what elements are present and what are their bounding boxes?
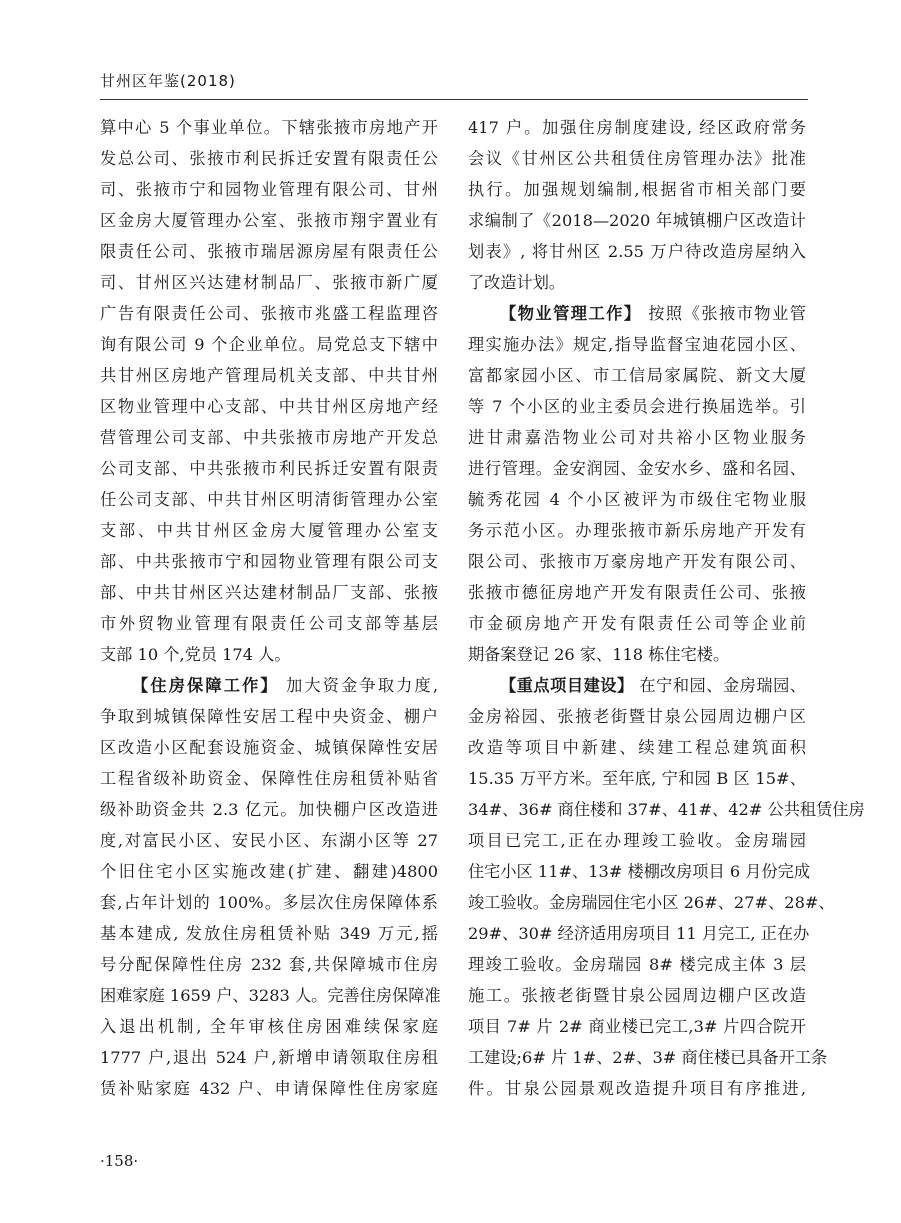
- text-line: [468, 608, 806, 639]
- text-line: [100, 360, 438, 391]
- line-text: 项目 7# 片 2# 商业楼已完工,3# 片四合院开: [468, 1017, 806, 1036]
- section-heading: 【住房保障工作】: [132, 676, 279, 695]
- line-text: 件。甘泉公园景观改造提升项目有序推进,: [468, 1079, 806, 1098]
- text-line: [468, 825, 806, 856]
- text-line: [468, 763, 806, 794]
- line-text: 期备案登记 26 家、118 栋住宅楼。: [468, 645, 730, 664]
- line-text: 询有限公司 9 个企业单位。局党总支下辖中: [100, 335, 438, 354]
- text-line: [468, 453, 806, 484]
- right-text-column: [468, 112, 865, 1104]
- text-line: [468, 391, 806, 422]
- text-line: [100, 670, 438, 701]
- line-text: 级补助资金共 2.3 亿元。加快棚户区改造进: [100, 800, 438, 819]
- line-text: 1777 户,退出 524 户,新增申请领取住房租: [100, 1048, 438, 1067]
- text-line: [100, 236, 438, 267]
- line-text: 号分配保障性住房 232 套,共保障城市住房: [100, 955, 438, 974]
- line-text: 工程省级补助资金、保障性住房租赁补贴省: [100, 769, 438, 788]
- text-line: [468, 267, 806, 298]
- text-line: [100, 298, 438, 329]
- text-line: [468, 856, 811, 887]
- text-line: [100, 608, 438, 639]
- line-text: 富都家园小区、市工信局家属院、新文大厦: [468, 366, 806, 385]
- text-line: [100, 515, 438, 546]
- text-line: [100, 484, 438, 515]
- line-text: 营管理公司支部、中共张掖市房地产开发总: [100, 428, 438, 447]
- text-line: [468, 298, 806, 329]
- header-rule: [100, 99, 808, 100]
- line-text: 赁补贴家庭 432 户、申请保障性住房家庭: [100, 1079, 438, 1098]
- text-line: [468, 484, 806, 515]
- line-text: 划表》, 将甘州区 2.55 万户待改造房屋纳入: [468, 242, 806, 261]
- text-line: [468, 143, 806, 174]
- line-text: 区物业管理中心支部、中共甘州区房地产经: [100, 397, 438, 416]
- line-text: 进行管理。金安润园、金安水乡、盛和名园、: [468, 459, 806, 478]
- line-text: 务示范小区。办理张掖市新乐房地产开发有: [468, 521, 806, 540]
- line-text: 理实施办法》规定,指导监督宝迪花园小区、: [468, 335, 806, 354]
- text-line: [100, 267, 438, 298]
- line-text: 公司支部、中共张掖市利民拆迁安置有限责: [100, 459, 438, 478]
- running-header-title: 甘州区年鉴(2018): [100, 72, 236, 90]
- text-line: [468, 174, 806, 205]
- text-line: [468, 515, 806, 546]
- line-text: 限公司、张掖市万豪房地产开发有限公司、: [468, 552, 806, 571]
- line-text: 套,占年计划的 100%。多层次住房保障体系: [100, 893, 438, 912]
- line-text: 任公司支部、中共甘州区明清街管理办公室: [100, 490, 438, 509]
- line-text: 市外贸物业管理有限责任公司支部等基层: [100, 614, 438, 633]
- text-line: [100, 887, 438, 918]
- line-text: 度,对富民小区、安民小区、东湖小区等 27: [100, 831, 438, 850]
- text-line: [468, 1073, 806, 1104]
- text-line: [468, 918, 810, 949]
- text-line: [100, 1073, 438, 1104]
- text-line: [468, 546, 806, 577]
- text-line: [100, 143, 438, 174]
- left-text-column: [100, 112, 441, 1104]
- text-line: [100, 1042, 438, 1073]
- text-line: [100, 329, 438, 360]
- line-text: 会议《甘州区公共租赁住房管理办法》批准: [468, 149, 806, 168]
- text-line: [100, 639, 438, 670]
- text-line: [468, 360, 806, 391]
- text-line: [468, 949, 806, 980]
- line-text: 进甘肃嘉浩物业公司对共裕小区物业服务: [468, 428, 806, 447]
- line-text: 417 户。加强住房制度建设, 经区政府常务: [468, 118, 806, 137]
- text-line: [468, 236, 806, 267]
- text-line: [468, 639, 806, 670]
- line-text: 工建设;6# 片 1#、2#、3# 商住楼已具备开工条: [468, 1048, 828, 1067]
- text-line: [100, 453, 438, 484]
- line-text: 个旧住宅小区实施改建(扩建、翻建)4800: [100, 862, 438, 881]
- page-number: ·158·: [100, 1152, 139, 1170]
- text-line: [468, 701, 806, 732]
- text-line: [100, 174, 438, 205]
- line-text: 按照《张掖市物业管: [641, 304, 806, 323]
- line-text: 毓秀花园 4 个小区被评为市级住宅物业服: [468, 490, 806, 509]
- text-line: [100, 732, 438, 763]
- text-line: [468, 887, 835, 918]
- line-text: 限责任公司、张掖市瑞居源房屋有限责任公: [100, 242, 438, 261]
- line-text: 理竣工验收。金房瑞园 8# 楼完成主体 3 层: [468, 955, 806, 974]
- line-text: 部、中共甘州区兴达建材制品厂支部、张掖: [100, 583, 438, 602]
- text-line: [100, 980, 441, 1011]
- text-line: [100, 825, 438, 856]
- text-line: [468, 980, 806, 1011]
- text-line: [100, 422, 438, 453]
- text-line: [468, 577, 806, 608]
- line-text: 张掖市德征房地产开发有限责任公司、张掖: [468, 583, 806, 602]
- line-text: 15.35 万平方米。至年底, 宁和园 B 区 15#、: [468, 769, 806, 788]
- line-text: 市金硕房地产开发有限责任公司等企业前: [468, 614, 806, 633]
- line-text: 项目已完工,正在办理竣工验收。金房瑞园: [468, 831, 806, 850]
- text-line: [468, 670, 806, 701]
- text-line: [100, 949, 438, 980]
- text-line: [100, 856, 438, 887]
- line-text: 广告有限责任公司、张掖市兆盛工程监理咨: [100, 304, 438, 323]
- text-line: [100, 763, 438, 794]
- line-text: 基本建成, 发放住房租赁补贴 349 万元,摇: [100, 924, 438, 943]
- line-text: 29#、30# 经济适用房项目 11 月完工, 正在办: [468, 924, 810, 943]
- text-line: [100, 391, 438, 422]
- line-text: 困难家庭 1659 户、3283 人。完善住房保障准: [100, 986, 441, 1005]
- line-text: 区改造小区配套设施资金、城镇保障性安居: [100, 738, 438, 757]
- text-line: [468, 732, 806, 763]
- line-text: 等 7 个小区的业主委员会进行换届选举。引: [468, 397, 806, 416]
- line-text: 司、张掖市宁和园物业管理有限公司、甘州: [100, 180, 438, 199]
- line-text: 竣工验收。金房瑞园住宅小区 26#、27#、28#、: [468, 893, 835, 912]
- line-text: 执行。加强规划编制,根据省市相关部门要: [468, 180, 806, 199]
- text-line: [468, 422, 806, 453]
- text-line: [100, 205, 438, 236]
- text-line: [468, 1011, 806, 1042]
- line-text: 金房裕园、张掖老街暨甘泉公园周边棚户区: [468, 707, 806, 726]
- line-text: 改造等项目中新建、续建工程总建筑面积: [468, 738, 806, 757]
- line-text: 支部、中共甘州区金房大厦管理办公室支: [100, 521, 438, 540]
- text-line: [100, 794, 438, 825]
- line-text: 在宁和园、金房瑞园、: [633, 676, 806, 695]
- line-text: 发总公司、张掖市利民拆迁安置有限责任公: [100, 149, 438, 168]
- text-line: [468, 794, 865, 825]
- text-line: [100, 546, 438, 577]
- line-text: 施工。张掖老街暨甘泉公园周边棚户区改造: [468, 986, 806, 1005]
- line-text: 支部 10 个,党员 174 人。: [100, 645, 291, 664]
- line-text: 住宅小区 11#、13# 楼棚改房项目 6 月份完成: [468, 862, 811, 881]
- text-line: [468, 112, 806, 143]
- section-heading: 【重点项目建设】: [500, 676, 634, 695]
- line-text: 加大资金争取力度,: [278, 676, 439, 695]
- line-text: 部、中共张掖市宁和园物业管理有限公司支: [100, 552, 438, 571]
- line-text: 求编制了《2018—2020 年城镇棚户区改造计: [468, 211, 806, 230]
- line-text: 算中心 5 个事业单位。下辖张掖市房地产开: [100, 118, 438, 137]
- section-heading: 【物业管理工作】: [500, 304, 642, 323]
- line-text: 共甘州区房地产管理局机关支部、中共甘州: [100, 366, 438, 385]
- text-line: [100, 918, 438, 949]
- line-text: 区金房大厦管理办公室、张掖市翔宇置业有: [100, 211, 438, 230]
- line-text: 了改造计划。: [468, 273, 566, 292]
- text-line: [468, 205, 806, 236]
- line-text: 司、甘州区兴达建材制品厂、张掖市新广厦: [100, 273, 438, 292]
- text-line: [100, 112, 438, 143]
- text-line: [100, 577, 438, 608]
- text-line: [100, 1011, 438, 1042]
- line-text: 争取到城镇保障性安居工程中央资金、棚户: [100, 707, 438, 726]
- text-line: [468, 329, 806, 360]
- line-text: 入退出机制, 全年审核住房困难续保家庭: [100, 1017, 438, 1036]
- text-line: [100, 701, 438, 732]
- text-line: [468, 1042, 828, 1073]
- line-text: 34#、36# 商住楼和 37#、41#、42# 公共租赁住房: [468, 800, 865, 819]
